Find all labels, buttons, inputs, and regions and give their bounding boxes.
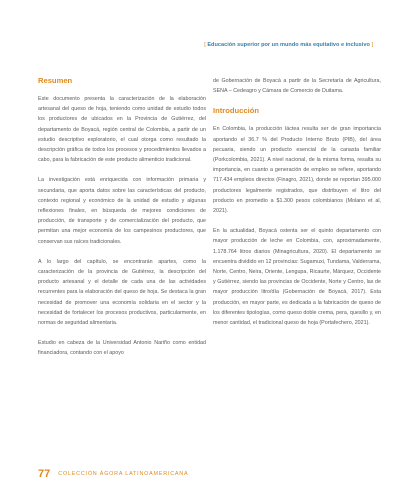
section-heading-introduccion: Introducción xyxy=(213,106,259,116)
paragraph: En la actualidad, Boyacá ostenta ser el quinto departamento con mayor producción de leche en Colombia, con, aproximadamente, 1.178.764 litros diarios (Minagricultura, 2020). El departamento se encuentra dividido en 12 provincias: Sugamuxi, Tundama, Valderrama, Norte, Centro, Neira, Oriente, Lengupa, Ricaurte, Márquez, Occidente y Gutiérrez, siendo las provincias de Occidente, Norte y Centro, las de mayor producción litro/día (Gobernación de Boyacá, 2017). Esta producción, en mayor parte, es dedicada a la fabricación de queso de los diferentes tipologías, como queso doble crema, pera, quesillo y, en menor cantidad, el tradicional queso de hoja (Portafechero, 2021). xyxy=(213,228,381,327)
series-label: COLECCIÓN ÁGORA LATINOAMERICANA xyxy=(58,471,189,477)
left-column xyxy=(38,76,206,369)
paragraph: A lo largo del capítulo, se encontrarán apartes, como la caracterización de la provincia de Gutiérrez, la descripción del producto artesanal y el detalle de cada una de las actividades recurrentes para la elaboración del queso de hoja. Se destaca la gran necesidad de promover una economía solidaria en el sector y la necesidad de fortalecer los procesos productivos, particularmente, en normas de seguridad alimentaria. xyxy=(38,258,206,327)
bracket-close: ] xyxy=(371,42,373,48)
paragraph: Estudio en cabeza de la Universidad Antonio Nariño como entidad financiadora, contando con el apoyo xyxy=(38,340,206,357)
page-number: 77 xyxy=(38,468,51,480)
paragraph: La investigación está enriquecida con información primaria y secundaria, que aporta datos sobre las características del producto, contexto regional y económico de la unidad de estudio y algunas reflexiones finales, en búsqueda de mejores condiciones de producción, de transporte y de comercialización del producto, que permitan una mejor economía de los campesinos productores, que conservan sus raíces tradicionales. xyxy=(38,177,206,245)
paragraph: En Colombia, la producción láctea resulta ser de gran importancia aportando el 36.7 % del Producto Interno Bruto (PIB), del área pecuaria, siendo un producto esencial de la canasta familiar (Porkcolombia, 2021). A nivel nacional, de la misma forma, resalta su importancia, en cuanto a generación de empleo se refiere, aportando 717.434 empleos directos (Finagro, 2021), donde se reportan 395.000 productores legalmente registrados, que distribuyen el litro del producto en promedio a $1.300 pesos colombianos (Molano et al, 2021). xyxy=(213,126,381,215)
bracket-open: [ xyxy=(204,42,206,48)
right-column xyxy=(213,76,381,338)
paragraph: Este documento presenta la caracterización de la elaboración artesanal del queso de hoja, teniendo como unidad de estudio todos los productores de ubicados en la Provincia de Gutiérrez, del departamento de Boyacá, región central de Colombia, a partir de un estudio descriptivo exploratorio, el cual otorga como resultado la descripción gráfica de todos los procesos y procedimientos llevados a cabo, para la fabricación de este producto alimenticio tradicional. xyxy=(38,96,206,164)
page-footer xyxy=(38,468,188,480)
header-tagline xyxy=(204,42,373,48)
tagline-text: Educación superior por un mundo más equitativo e inclusivo xyxy=(207,42,370,48)
section-heading-resumen: Resumen xyxy=(38,76,73,85)
paragraph: de Gobernación de Boyacá a partir de la Secretaría de Agricultura, SENA – Cedeagro y Cámara de Comercio de Duitama. xyxy=(213,78,381,95)
